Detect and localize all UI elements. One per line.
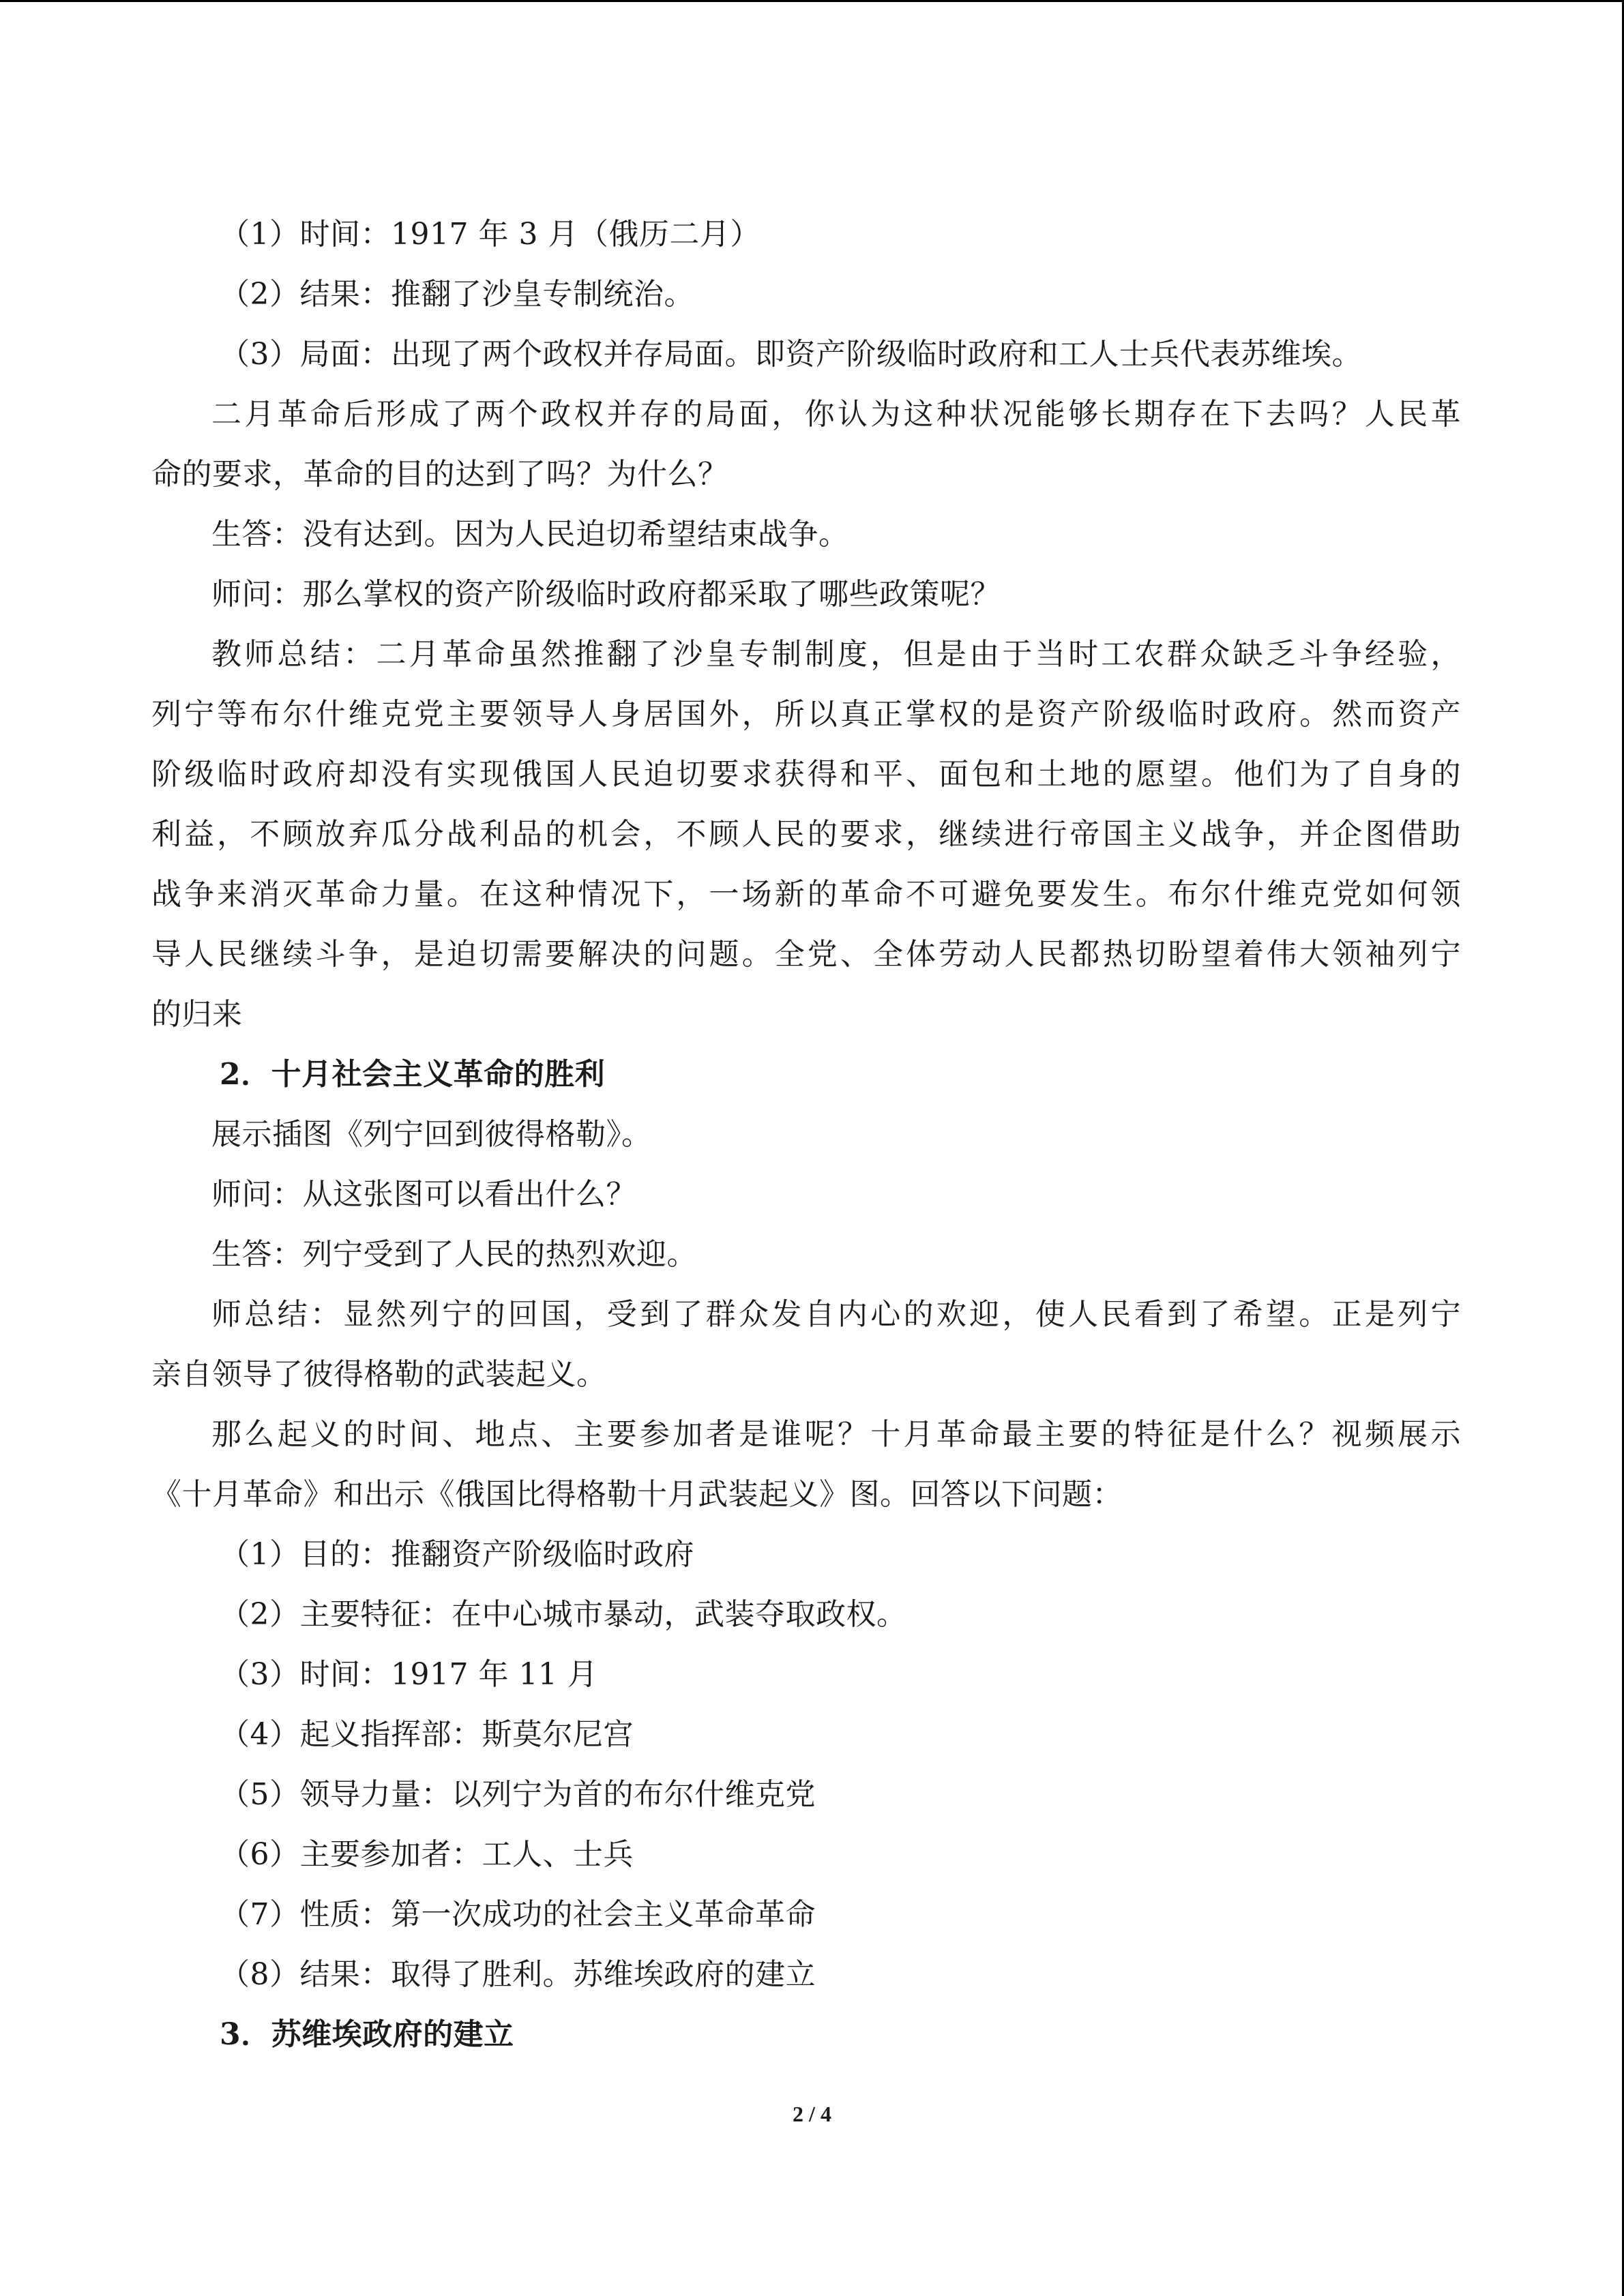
paragraph-line: 《十月革命》和出示《俄国比得格勒十月武装起义》图。回答以下问题： [151,1477,1123,1512]
list-item: （2）主要特征：在中心城市暴动，武装夺取政权。 [220,1597,907,1632]
list-item: （1）目的：推翻资产阶级临时政府 [220,1537,694,1572]
paragraph-line: 二月革命后形成了两个政权并存的局面，你认为这种状况能够长期存在下去吗？人民革 [211,397,1461,432]
student-answer: 生答：列宁受到了人民的热烈欢迎。 [211,1237,697,1272]
page-number: 2 / 4 [793,2102,831,2126]
student-answer: 生答：没有达到。因为人民迫切希望结束战争。 [211,517,849,552]
document-body [151,205,1461,2065]
paragraph-line: 亲自领导了彼得格勒的武装起义。 [151,1357,607,1392]
paragraph-line: 的归来 [151,997,243,1032]
paragraph-line: 阶级临时政府却没有实现俄国人民迫切要求获得和平、面包和土地的愿望。他们为了自身的 [151,757,1461,792]
event-situation: （3）局面：出现了两个政权并存局面。即资产阶级临时政府和工人士兵代表苏维埃。 [220,337,1362,372]
paragraph-line: 导人民继续斗争，是迫切需要解决的问题。全党、全体劳动人民都热切盼望着伟大领袖列宁 [151,937,1461,972]
list-item: （7）性质：第一次成功的社会主义革命革命 [220,1897,816,1932]
paragraph-line: 展示插图《列宁回到彼得格勒》。 [211,1117,652,1152]
event-time: （1）时间：1917 年 3 月（俄历二月） [220,217,761,252]
paragraph-line: 列宁等布尔什维克党主要领导人身居国外，所以真正掌权的是资产阶级临时政府。然而资产 [151,697,1461,732]
list-item: （3）时间：1917 年 11 月 [220,1657,598,1692]
paragraph-line: 师总结：显然列宁的回国，受到了群众发自内心的欢迎，使人民看到了希望。正是列宁 [211,1297,1461,1332]
paragraph-line: 那么起义的时间、地点、主要参加者是谁呢？十月革命最主要的特征是什么？视频展示 [211,1417,1461,1452]
paragraph-line: 教师总结：二月革命虽然推翻了沙皇专制制度，但是由于当时工农群众缺乏斗争经验， [211,637,1461,672]
list-item: （6）主要参加者：工人、士兵 [220,1837,634,1872]
list-item: （8）结果：取得了胜利。苏维埃政府的建立 [220,1957,816,1992]
list-item: （5）领导力量：以列宁为首的布尔什维克党 [220,1777,816,1812]
section-heading: 3．苏维埃政府的建立 [220,2017,514,2052]
paragraph-line: 命的要求，革命的目的达到了吗？为什么？ [151,457,728,492]
teacher-question: 师问：从这张图可以看出什么？ [211,1177,636,1212]
paragraph-line: 战争来消灭革命力量。在这种情况下，一场新的革命不可避免要发生。布尔什维克党如何领 [151,877,1461,912]
paragraph-line: 利益，不顾放弃瓜分战利品的机会，不顾人民的要求，继续进行帝国主义战争，并企图借助 [151,817,1461,852]
section-heading: 2．十月社会主义革命的胜利 [220,1057,606,1092]
teacher-question: 师问：那么掌权的资产阶级临时政府都采取了哪些政策呢？ [211,577,1001,612]
page-top-border [0,0,1624,2]
list-item: （4）起义指挥部：斯莫尔尼宫 [220,1717,634,1752]
event-result: （2）结果：推翻了沙皇专制统治。 [220,277,694,312]
